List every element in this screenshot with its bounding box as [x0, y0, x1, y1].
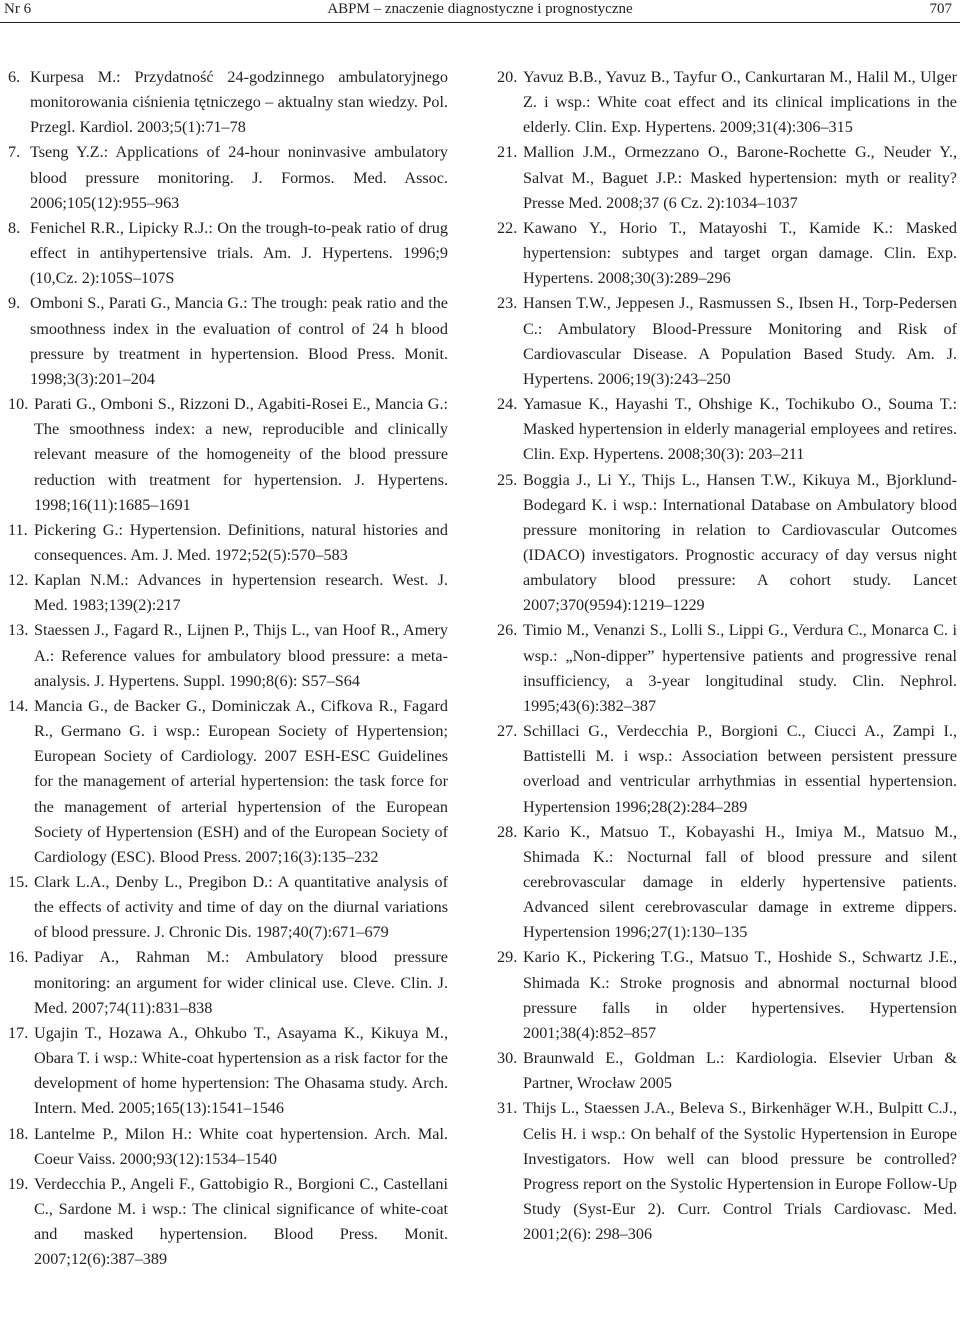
reference-number: 18.: [8, 1124, 29, 1143]
reference-text: Staessen J., Fagard R., Lijnen P., Thijs L., van Hoof R., Amery A.: Reference values for ambulatory blood pressure: a meta-analysis. J. Hypertens. Suppl. 1990;8(6): S57–S64: [34, 621, 448, 690]
reference-number: 8.: [8, 218, 21, 237]
reference-text: Thijs L., Staessen J.A., Beleva S., Birkenhäger W.H., Bulpitt C.J., Celis H. i wsp.: On behalf of the Systolic Hypertension in Europe Investigators. How well can blood pressure be controlled? Progress report on the Systolic Hypertension in Europe Follow-Up Study (Syst-Eur 2). Curr. Control Trials Cardiovasc. Med. 2001;2(6): 298–306: [523, 1099, 957, 1244]
reference-item: [8, 1172, 448, 1273]
reference-text: Kawano Y., Horio T., Matayoshi T., Kamide K.: Masked hypertension: subtypes and target organ damage. Clin. Exp. Hypertens. 2008;30(3):289–296: [523, 218, 957, 288]
reference-item: [8, 870, 448, 945]
reference-number: 22.: [497, 218, 518, 237]
reference-item: [8, 945, 448, 1020]
reference-item: [8, 694, 448, 870]
reference-text: Boggia J., Li Y., Thijs L., Hansen T.W., Kikuya M., Bjorklund-Bodegard K. i wsp.: International Database on Ambulatory blood pressure monitoring in relation to Cardiovascular Outcomes (IDACO) investigators. Prognostic accuracy of day versus night ambulatory blood pressure: A cohort study. Lancet 2007;370(9594):1219–1229: [523, 470, 957, 615]
reference-number: 19.: [8, 1174, 29, 1193]
reference-item: [8, 618, 448, 693]
reference-text: Pickering G.: Hypertension. Definitions, natural histories and consequences. Am. J. Med. 1972;52(5):570–583: [34, 520, 448, 564]
reference-text: Schillaci G., Verdecchia P., Borgioni C., Ciucci A., Zampi I., Battistelli M. i wsp.: Association between persistent pressure overload and ventricular arrhythmias in essential hypertension. Hypertension 1996;28(2):284–289: [523, 722, 957, 816]
reference-text: Kaplan N.M.: Advances in hypertension research. West. J. Med. 1983;139(2):217: [34, 571, 448, 615]
references-left-column: [8, 65, 448, 1273]
reference-item: [8, 216, 448, 291]
reference-number: 25.: [497, 470, 518, 489]
reference-text: Clark L.A., Denby L., Pregibon D.: A quantitative analysis of the effects of activity and time of day on the diurnal variations of blood pressure. J. Chronic Dis. 1987;40(7):671–679: [34, 873, 448, 942]
reference-text: Braunwald E., Goldman L.: Kardiologia. Elsevier Urban & Partner, Wrocław 2005: [523, 1049, 957, 1093]
reference-item: [497, 216, 957, 291]
reference-number: 12.: [8, 571, 29, 590]
reference-number: 23.: [497, 294, 518, 313]
reference-item: [8, 65, 448, 140]
references-right-column: [497, 65, 957, 1247]
reference-number: 29.: [497, 948, 518, 967]
reference-text: Kario K., Matsuo T., Kobayashi H., Imiya M., Matsuo M., Shimada K.: Nocturnal fall of blood pressure and silent cerebrovascular damage in elderly hypertensive patients. Advanced silent cerebrovascular damage in extreme dippers. Hypertension 1996;27(1):130–135: [523, 822, 957, 942]
reference-number: 16.: [8, 948, 29, 967]
reference-item: [497, 392, 957, 467]
reference-text: Timio M., Venanzi S., Lolli S., Lippi G., Verdura C., Monarca C. i wsp.: „Non-dipper” hypertensive patients and progressive renal insufficiency, a 3-year longitudinal study. Clin. Nephrol. 1995;43(6):382–387: [523, 621, 957, 715]
reference-item: [8, 291, 448, 392]
reference-item: [497, 65, 957, 140]
reference-number: 20.: [497, 68, 518, 86]
reference-number: 27.: [497, 722, 518, 741]
reference-number: 11.: [8, 520, 28, 539]
reference-text: Mancia G., de Backer G., Dominiczak A., Cifkova R., Fagard R., Germano G. i wsp.: European Society of Hypertension; European Society of Cardiology. 2007 ESH-ESC Guidelines for the management of arterial hypertension: the task force for the management of arterial hypertension of the European Society of Hypertension (ESH) and of the European Society of Cardiology (ESC). Blood Press. 2007;16(3):135–232: [34, 696, 448, 866]
reference-number: 24.: [497, 395, 518, 414]
reference-item: [497, 945, 957, 1046]
reference-number: 7.: [8, 143, 21, 162]
reference-text: Padiyar A., Rahman M.: Ambulatory blood pressure monitoring: an argument for wider clinical use. Cleve. Clin. J. Med. 2007;74(11):831–838: [34, 948, 448, 1017]
reference-number: 15.: [8, 873, 29, 891]
reference-text: Kario K., Pickering T.G., Matsuo T., Hoshide S., Schwartz J.E., Shimada K.: Stroke prognosis and abnormal nocturnal blood pressure falls in older hypertensives. Hypertension 2001;38(4):852–857: [523, 948, 957, 1042]
reference-text: Yavuz B.B., Yavuz B., Tayfur O., Cankurtaran M., Halil M., Ulger Z. i wsp.: White coat effect and its clinical implications in the elderly. Clin. Exp. Hypertens. 2009;31(4):306–315: [523, 68, 957, 137]
running-title: ABPM – znaczenie diagnostyczne i prognostyczne: [327, 1, 633, 17]
reference-text: Ugajin T., Hozawa A., Ohkubo T., Asayama K., Kikuya M., Obara T. i wsp.: White-coat hypertension as a risk factor for the development of home hypertension: The Ohasama study. Arch. Intern. Med. 2005;165(13):1541–1546: [34, 1023, 448, 1118]
reference-item: [8, 392, 448, 518]
issue-number: Nr 6: [4, 1, 32, 17]
reference-item: [8, 568, 448, 618]
reference-number: 21.: [497, 143, 518, 162]
reference-item: [497, 820, 957, 946]
reference-item: [497, 1046, 957, 1096]
reference-number: 31.: [497, 1099, 518, 1118]
reference-number: 26.: [497, 621, 518, 640]
reference-item: [8, 518, 448, 568]
reference-text: Tseng Y.Z.: Applications of 24-hour noninvasive ambulatory blood pressure monitoring. J. Formos. Med. Assoc. 2006;105(12):955–963: [30, 143, 448, 212]
reference-number: 30.: [497, 1049, 518, 1068]
reference-text: Verdecchia P., Angeli F., Gattobigio R., Borgioni C., Castellani C., Sardone M. i wsp.: The clinical significance of white-coat and masked hypertension. Blood Press. Monit. 2007;12(6):387–389: [34, 1174, 448, 1269]
reference-text: Yamasue K., Hayashi T., Ohshige K., Tochikubo O., Souma T.: Masked hypertension in elderly managerial employees and retires. Clin. Exp. Hypertens. 2008;30(3): 203–211: [523, 395, 957, 464]
reference-item: [497, 291, 957, 392]
reference-number: 10.: [8, 395, 29, 414]
reference-text: Fenichel R.R., Lipicky R.J.: On the trough-to-peak ratio of drug effect in antihypertensive trials. Am. J. Hypertens. 1996;9 (10,Cz. 2):105S–107S: [30, 218, 448, 288]
reference-text: Hansen T.W., Jeppesen J., Rasmussen S., Ibsen H., Torp-Pedersen C.: Ambulatory Blood-Pressure Monitoring and Risk of Cardiovascular Disease. A Population Based Study. Am. J. Hypertens. 2006;19(3):243–250: [523, 294, 957, 388]
reference-item: [497, 1096, 957, 1247]
reference-item: [497, 719, 957, 820]
header-rule: [0, 22, 960, 23]
reference-item: [497, 618, 957, 719]
reference-text: Mallion J.M., Ormezzano O., Barone-Rochette G., Neuder Y., Salvat M., Baguet J.P.: Masked hypertension: myth or reality? Presse Med. 2008;37 (6 Cz. 2):1034–1037: [523, 143, 957, 212]
reference-item: [8, 1122, 448, 1172]
running-header: [0, 0, 960, 22]
reference-text: Kurpesa M.: Przydatność 24-godzinnego ambulatoryjnego monitorowania ciśnienia tętniczego – aktualny stan wiedzy. Pol. Przegl. Kardiol. 2003;5(1):71–78: [30, 68, 448, 137]
reference-text: Lantelme P., Milon H.: White coat hypertension. Arch. Mal. Coeur Vaiss. 2000;93(12):1534–1540: [34, 1124, 448, 1168]
reference-number: 14.: [8, 696, 29, 715]
reference-text: Omboni S., Parati G., Mancia G.: The trough: peak ratio and the smoothness index in the evaluation of control of 24 h blood pressure by treatment in hypertension. Blood Press. Monit. 1998;3(3):201–204: [30, 294, 448, 388]
reference-number: 28.: [497, 822, 518, 841]
reference-number: 13.: [8, 621, 29, 640]
reference-number: 17.: [8, 1023, 29, 1042]
reference-item: [8, 1021, 448, 1122]
reference-item: [8, 140, 448, 215]
page-number: 707: [929, 1, 952, 17]
reference-item: [497, 468, 957, 619]
reference-text: Parati G., Omboni S., Rizzoni D., Agabiti-Rosei E., Mancia G.: The smoothness index: a new, reproducible and clinically relevant measure of the homogeneity of the blood pressure reduction with treatment for hypertension. J. Hypertens. 1998;16(11):1685–1691: [34, 395, 448, 514]
reference-number: 9.: [8, 294, 21, 313]
reference-item: [497, 140, 957, 215]
reference-number: 6.: [8, 68, 21, 86]
